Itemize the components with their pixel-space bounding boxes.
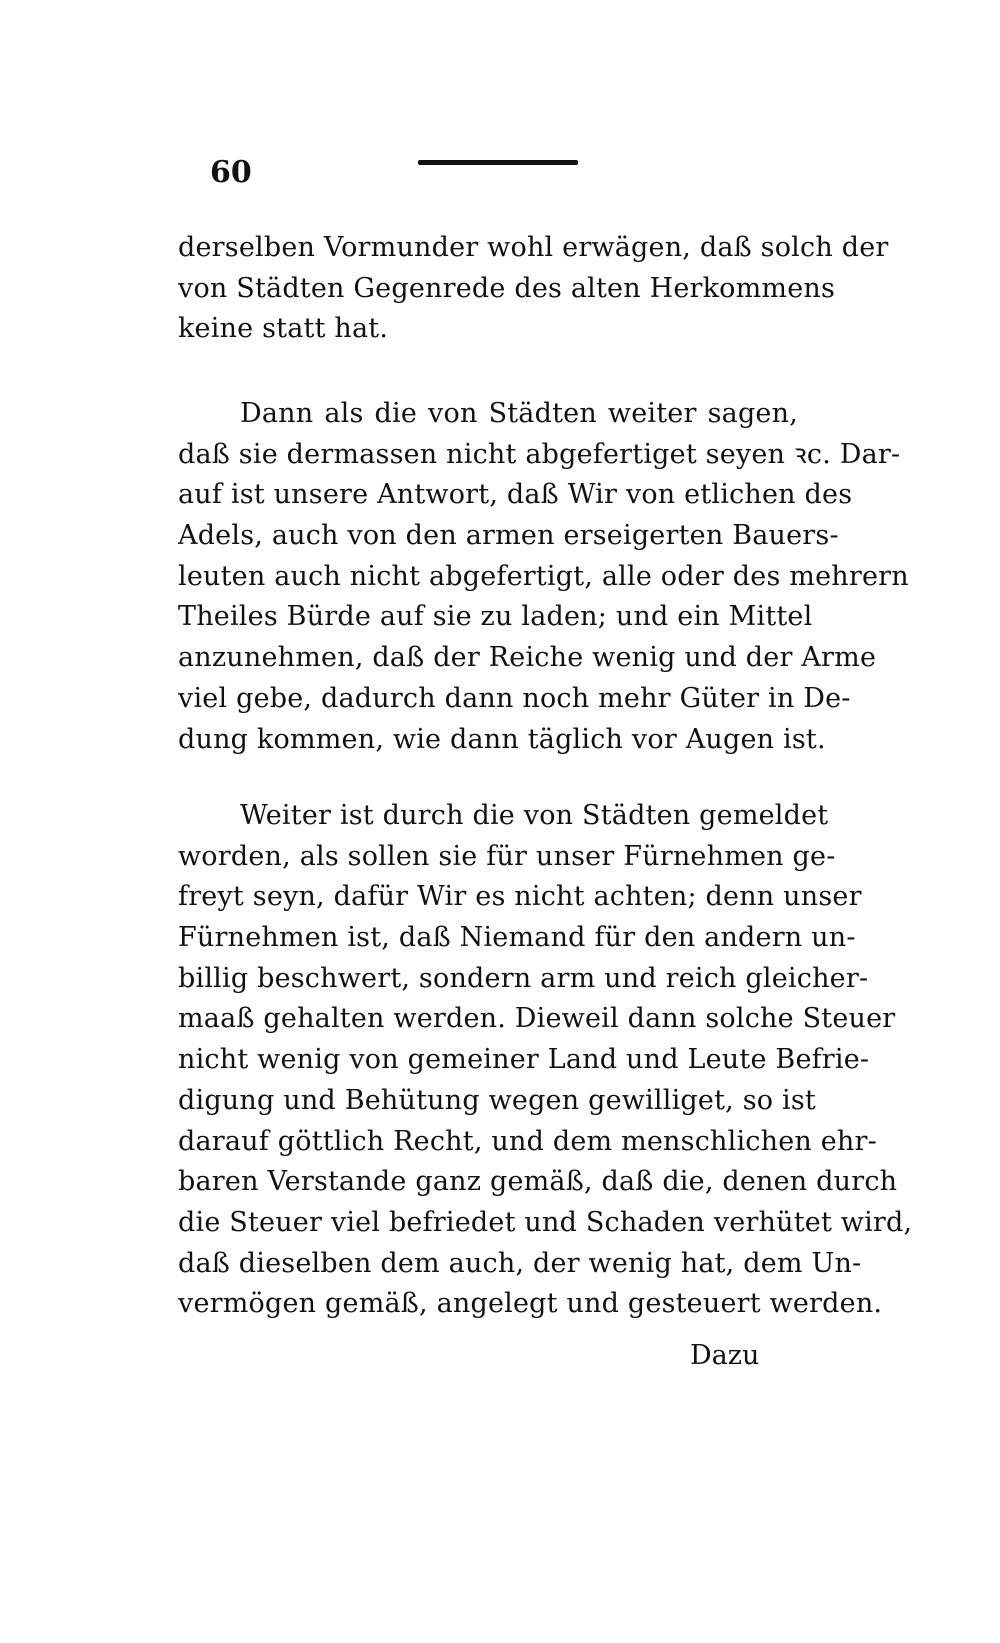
catchword: Dazu xyxy=(690,1340,760,1371)
header-rule xyxy=(418,160,578,165)
text-line: von Städten Gegenrede des alten Herkommens xyxy=(178,272,836,304)
text-line: die Steuer viel befriedet und Schaden verhütet wird, xyxy=(178,1206,913,1238)
text-line: worden, als sollen sie für unser Fürnehmen ge- xyxy=(178,840,836,872)
text-line: keine statt hat. xyxy=(178,313,389,345)
text-line: dung kommen, wie dann täglich vor Augen ist. xyxy=(178,723,826,755)
text-line: Fürnehmen ist, daß Niemand für den andern un- xyxy=(178,922,856,954)
text-line: Weiter ist durch die von Städten gemeldet xyxy=(240,800,829,831)
text-line: baren Verstande ganz gemäß, daß die, denen durch xyxy=(178,1166,898,1198)
text-line: nicht wenig von gemeiner Land und Leute Befrie- xyxy=(178,1044,870,1076)
paragraph-1 xyxy=(178,228,889,350)
text-line: anzunehmen, daß der Reiche wenig und der Arme xyxy=(178,642,877,674)
text-line: daß sie dermassen nicht abgefertiget seyen ꝛc. Dar- xyxy=(178,438,901,470)
text-line: viel gebe, dadurch dann noch mehr Güter in De- xyxy=(178,682,851,714)
paragraph-2 xyxy=(178,394,909,760)
text-line: leuten auch nicht abgefertigt, alle oder des mehrern xyxy=(178,560,909,592)
text-line: derselben Vormunder wohl erwägen, daß solch der xyxy=(178,232,889,263)
text-line: daß dieselben dem auch, der wenig hat, dem Un- xyxy=(178,1247,862,1279)
paragraph-3 xyxy=(178,796,913,1325)
text-line: darauf göttlich Recht, und dem menschlichen ehr- xyxy=(178,1125,877,1157)
text-line: auf ist unsere Antwort, daß Wir von etlichen des xyxy=(178,479,853,511)
text-line: billig beschwert, sondern arm und reich gleicher- xyxy=(178,962,869,994)
text-line: maaß gehalten werden. Dieweil dann solche Steuer xyxy=(178,1003,896,1035)
page-number: 60 xyxy=(210,155,252,190)
text-line: freyt seyn, dafür Wir es nicht achten; denn unser xyxy=(178,881,862,913)
text-line: Adels, auch von den armen erseigerten Bauers- xyxy=(178,520,839,552)
text-line: Theiles Bürde auf sie zu laden; und ein Mittel xyxy=(178,601,813,633)
text-line: digung und Behütung wegen gewilliget, so ist xyxy=(178,1084,816,1116)
text-line: vermögen gemäß, angelegt und gesteuert werden. xyxy=(178,1288,883,1320)
text-line: Dann als die von Städten weiter sagen, xyxy=(240,398,798,429)
